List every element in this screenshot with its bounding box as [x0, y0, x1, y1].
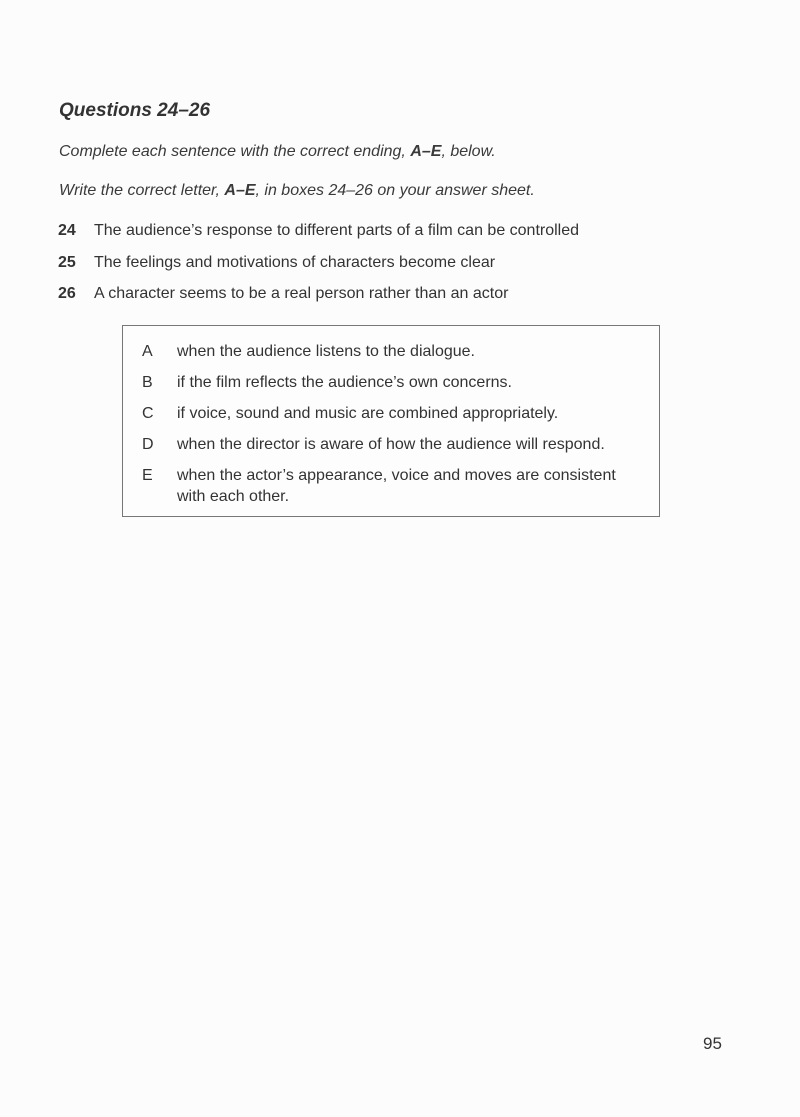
option-letter: B — [142, 374, 153, 391]
instruction-2-letter-range: A–E — [224, 182, 256, 199]
option-text: if voice, sound and music are combined appropriately. — [177, 405, 559, 422]
option-letter: E — [142, 467, 153, 484]
option-text: when the audience listens to the dialogue. — [177, 343, 475, 360]
question-text: The feelings and motivations of characters become clear — [94, 254, 496, 271]
option-text: when the director is aware of how the audience will respond. — [177, 436, 605, 453]
question-26 — [58, 285, 508, 303]
instruction-2-text-start: Write the correct letter, — [59, 182, 225, 199]
instruction-line-1 — [59, 143, 496, 161]
option-letter: A — [142, 343, 153, 360]
option-a — [142, 341, 647, 362]
option-letter: D — [142, 436, 154, 453]
instruction-2-text-end: , in boxes 24–26 on your answer sheet. — [255, 182, 535, 199]
instruction-1-text-end: , below. — [441, 143, 496, 160]
question-number: 24 — [58, 222, 76, 239]
question-number: 26 — [58, 285, 76, 302]
option-d — [142, 434, 647, 455]
option-letter: C — [142, 405, 154, 422]
option-e — [142, 465, 647, 507]
question-25 — [58, 254, 495, 272]
instruction-line-2 — [59, 182, 535, 200]
question-text: The audience’s response to different parts of a film can be controlled — [94, 222, 580, 239]
question-number: 25 — [58, 254, 76, 271]
question-24 — [58, 222, 579, 240]
instruction-1-letter-range: A–E — [410, 143, 442, 160]
option-b — [142, 372, 647, 393]
question-text: A character seems to be a real person rather than an actor — [94, 285, 509, 302]
option-text: when the actor’s appearance, voice and moves are consistent with each other. — [177, 467, 616, 505]
instruction-1-text-start: Complete each sentence with the correct ending, — [59, 143, 411, 160]
option-text: if the film reflects the audience’s own concerns. — [177, 374, 512, 391]
sentence-endings-box — [122, 325, 660, 517]
option-c — [142, 403, 647, 424]
section-heading: Questions 24–26 — [59, 100, 211, 121]
page-number: 95 — [703, 1034, 722, 1053]
